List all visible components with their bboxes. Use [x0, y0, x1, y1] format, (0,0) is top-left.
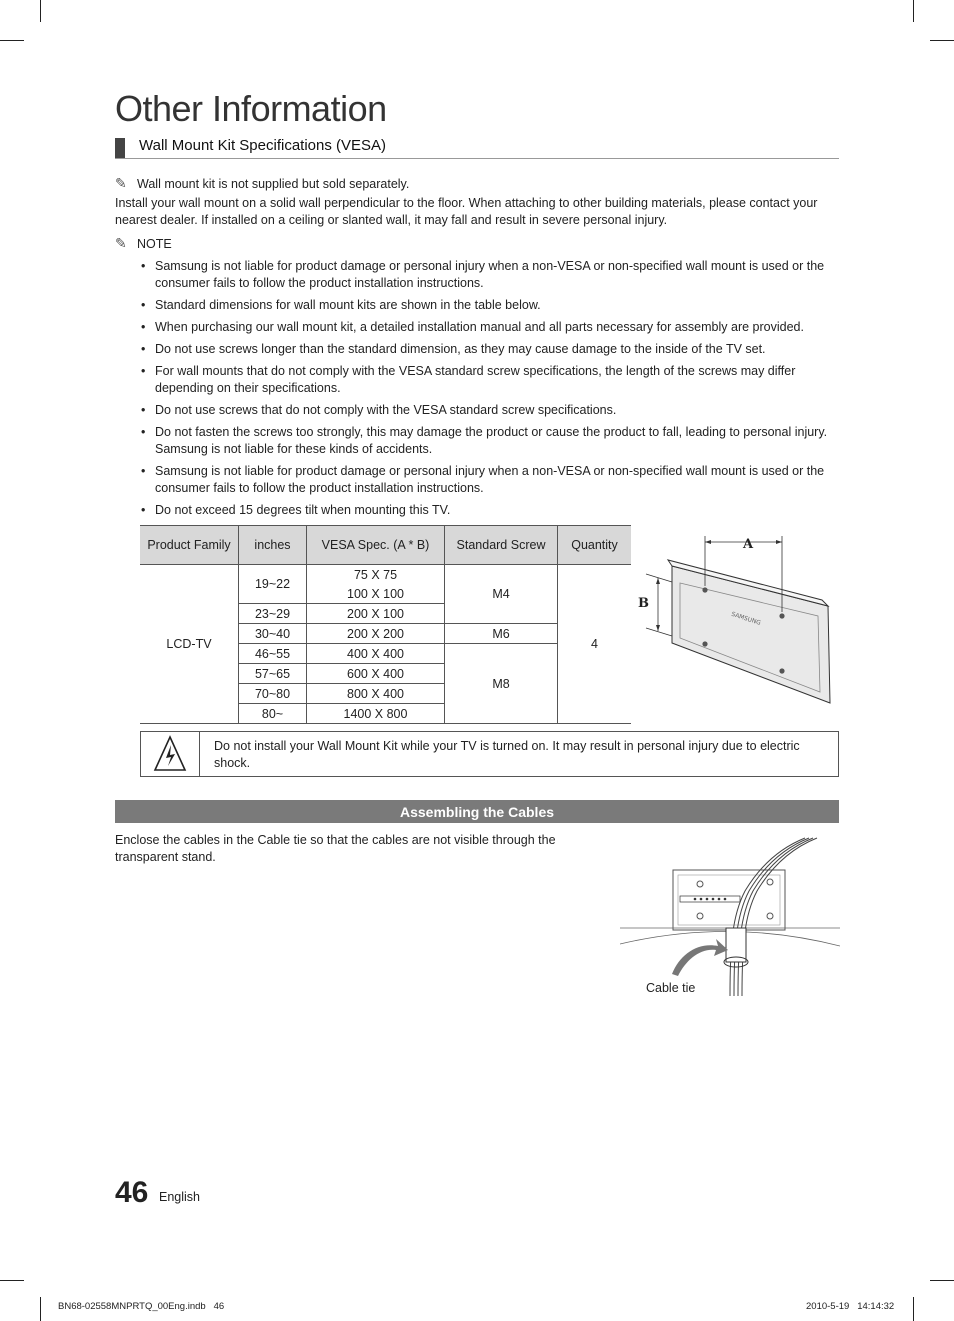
- cables-text: Enclose the cables in the Cable tie so that the cables are not visible through the transparent stand.: [115, 833, 556, 864]
- cell-vesa: 600 X 400: [307, 664, 445, 684]
- supply-note: [115, 175, 839, 193]
- header-quantity: Quantity: [558, 526, 632, 565]
- list-item: • Samsung is not liable for product damage or personal injury when a non-VESA or non-specified wall mount is used or the consumer fails to follow the product installation instructions.: [139, 258, 839, 292]
- cell-vesa: 800 X 400: [307, 684, 445, 704]
- warning-icon-cell: [141, 732, 200, 776]
- warning-text: Do not install your Wall Mount Kit while your TV is turned on. It may result in personal injury due to electric shock.: [214, 739, 800, 770]
- footer-date: 2010-5-19 14:14:32: [806, 1301, 895, 1312]
- pencil-icon: ✎: [115, 235, 127, 251]
- header-vesa-spec: VESA Spec. (A * B): [307, 526, 445, 565]
- page-language: English: [159, 1190, 200, 1204]
- footer-file: BN68-02558MNPRTQ_00Eng.indb 46: [58, 1301, 225, 1312]
- cable-tie-label: Cable tie: [646, 981, 696, 995]
- note-heading: [115, 235, 172, 253]
- cell-inches: 80~: [239, 704, 307, 724]
- page-title: Other Information: [115, 88, 387, 129]
- notes-list: [139, 258, 839, 524]
- supply-note-text: Wall mount kit is not supplied but sold separately.: [137, 177, 410, 191]
- list-item: • Do not use screws longer than the standard dimension, as they may cause damage to the inside of the TV set.: [139, 341, 839, 358]
- screw-hole: [779, 668, 784, 673]
- cell-inches: 19~22: [239, 565, 307, 604]
- cell-inches: 57~65: [239, 664, 307, 684]
- cell-inches: 46~55: [239, 644, 307, 664]
- port-strip: [680, 896, 740, 902]
- warning-box: [140, 731, 839, 777]
- list-item: • Standard dimensions for wall mount kits are shown in the table below.: [139, 297, 839, 314]
- cell-inches: 30~40: [239, 624, 307, 644]
- cell-vesa: 100 X 100: [307, 584, 445, 604]
- cell-inches: 70~80: [239, 684, 307, 704]
- section-heading: [115, 134, 839, 159]
- cell-screw: M8: [445, 644, 558, 724]
- screw-hole: [702, 641, 707, 646]
- list-item: • Do not fasten the screws too strongly, this may damage the product or cause the product to fall, leading to personal injury. Samsung is not liable for these kinds of accidents.: [139, 424, 839, 458]
- list-item: • Do not exceed 15 degrees tilt when mounting this TV.: [139, 502, 839, 519]
- list-item: • Do not use screws that do not comply with the VESA standard screw specifications.: [139, 402, 839, 419]
- screw-hole: [702, 587, 707, 592]
- header-standard-screw: Standard Screw: [445, 526, 558, 565]
- cell-vesa: 1400 X 800: [307, 704, 445, 724]
- cell-quantity: 4: [558, 565, 632, 724]
- page-number: 46: [115, 1176, 149, 1209]
- section-marker: [115, 138, 125, 158]
- screw-hole: [779, 613, 784, 618]
- wall-mount-diagram: [632, 528, 838, 708]
- brand-text: SAMSUNG: [730, 610, 762, 627]
- install-text: Install your wall mount on a solid wall perpendicular to the floor. When attaching to other building materials, please contact your nearest dealer. If installed on a ceiling or slanted wall, it may fall and result in severe personal injury.: [115, 196, 818, 227]
- cell-screw: M6: [445, 624, 558, 644]
- arrow-icon: [672, 939, 728, 976]
- list-item: • Samsung is not liable for product damage or personal injury when a non-VESA or non-specified wall mount is used or the consumer fails to follow the product installation instructions.: [139, 463, 839, 497]
- label-b: B: [638, 596, 649, 611]
- cables-heading: Assembling the Cables: [115, 800, 839, 823]
- section-title: Wall Mount Kit Specifications (VESA): [139, 137, 387, 154]
- note-label: NOTE: [137, 237, 172, 251]
- cell-vesa: 75 X 75: [307, 565, 445, 585]
- table-header-row: [140, 526, 631, 565]
- vesa-spec-table: [140, 525, 631, 724]
- warning-icon: [141, 732, 199, 776]
- cell-vesa: 200 X 100: [307, 604, 445, 624]
- table-row: [140, 565, 631, 585]
- cell-screw: M4: [445, 565, 558, 624]
- label-a: A: [743, 537, 754, 552]
- list-item: • When purchasing our wall mount kit, a detailed installation manual and all parts necessary for assembly are provided.: [139, 319, 839, 336]
- header-product-family: Product Family: [140, 526, 239, 565]
- cell-vesa: 400 X 400: [307, 644, 445, 664]
- list-item: • For wall mounts that do not comply with the VESA standard screw specifications, the length of the screws may differ depending on their specifications.: [139, 363, 839, 397]
- pencil-icon: ✎: [115, 175, 127, 191]
- cable-tie-diagram: [620, 836, 840, 998]
- cell-family: LCD-TV: [140, 565, 239, 724]
- cell-inches: 23~29: [239, 604, 307, 624]
- header-inches: inches: [239, 526, 307, 565]
- cell-vesa: 200 X 200: [307, 624, 445, 644]
